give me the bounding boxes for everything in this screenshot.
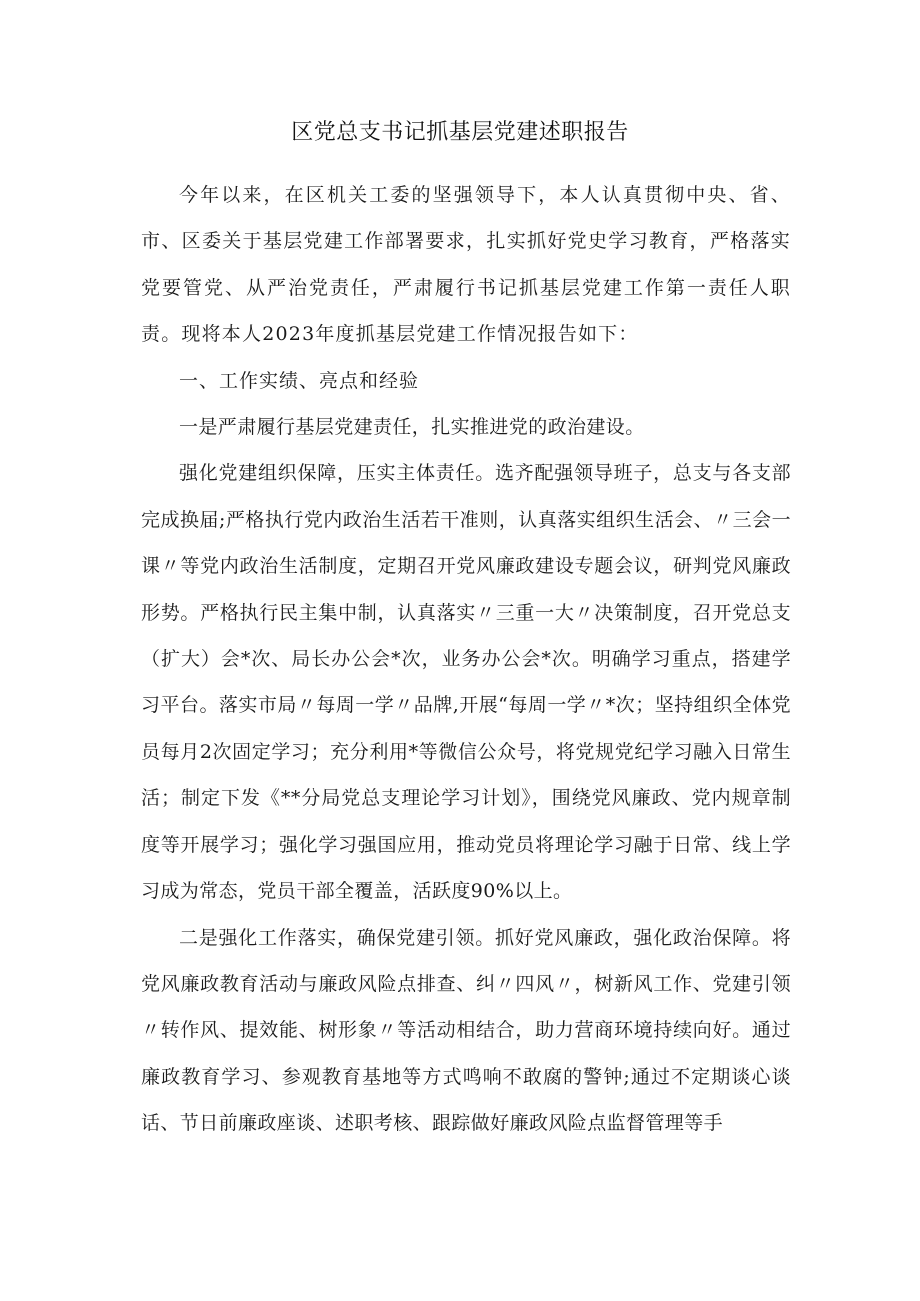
document-body: [141, 172, 791, 1147]
section-heading: 一、工作实绩、亮点和经验: [179, 369, 420, 392]
intro-paragraph: 今年以来，在区机关工委的坚强领导下，本人认真贯彻中央、省、市、区委关于基层党建工作部署要求，扎实抓好党史学习教育，严格落实党要管党、从严治党责任，严肃履行书记抓基层党建工作第一责任人职责。现将本人2023年度抓基层党建工作情况报告如下：: [141, 184, 791, 346]
document-title: 区党总支书记抓基层党建述职报告: [291, 120, 629, 145]
body-paragraph: 强化党建组织保障，压实主体责任。选齐配强领导班子，总支与各支部完成换届;严格执行党内政治生活若干准则，认真落实组织生活会、〃三会一课〃等党内政治生活制度，定期召开党风廉政建设专题会议，研判党风廉政形势。严格执行民主集中制，认真落实〃三重一大〃决策制度，召开党总支（扩大）会*次、局长办公会*次，业务办公会*次。明确学习重点，搭建学习平台。落实市局〃每周一学〃品牌,开展“每周一学〃*次；坚持组织全体党员每月2次固定学习；充分利用*等微信公众号，将党规党纪学习融入日常生活；制定下发《**分局党总支理论学习计划》，围绕党风廉政、党内规章制度等开展学习；强化学习强国应用，推动党员将理论学习融于日常、线上学习成为常态，党员干部全覆盖，活跃度90%以上。: [141, 462, 791, 903]
subheading-paragraph: 一是严肃履行基层党建责任，扎实推进党的政治建设。: [179, 416, 645, 439]
body-paragraph: 二是强化工作落实，确保党建引领。抓好党风廉政，强化政治保障。将党风廉政教育活动与廉政风险点排查、纠〃四风〃，树新风工作、党建引领〃转作风、提效能、树形象〃等活动相结合，助力营商环境持续向好。通过廉政教育学习、参观教育基地等方式鸣响不敢腐的警钟;通过不定期谈心谈话、节日前廉政座谈、述职考核、跟踪做好廉政风险点监督管理等手: [141, 926, 791, 1135]
